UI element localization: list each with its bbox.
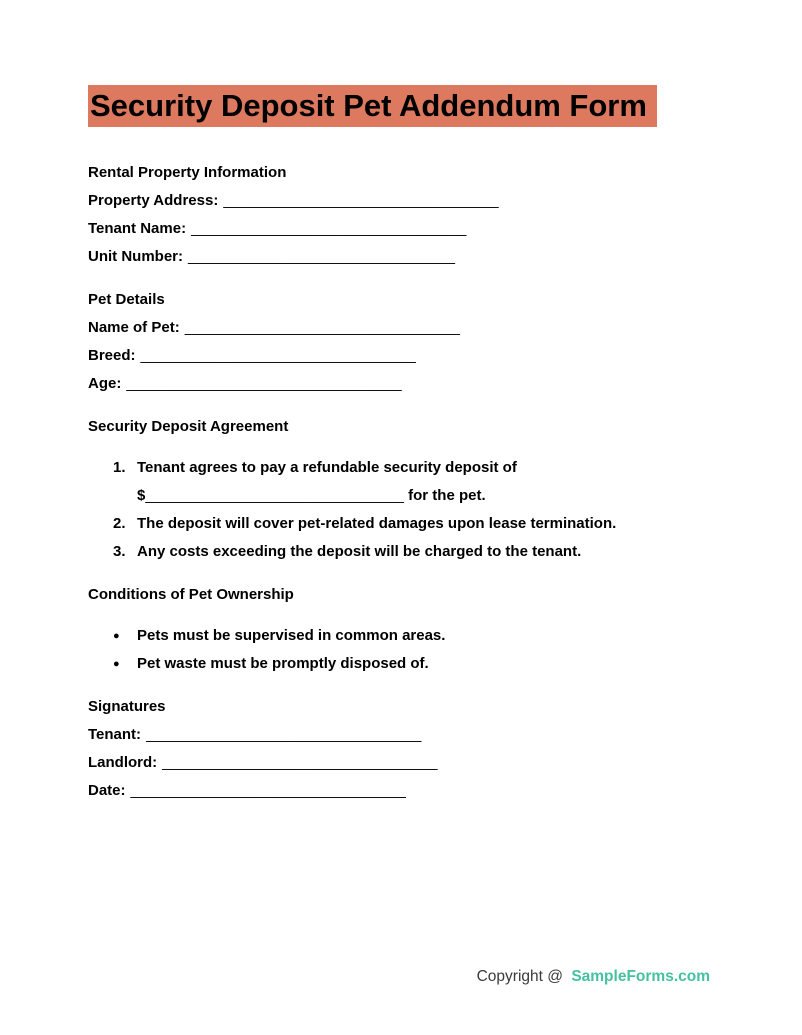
footer (477, 966, 710, 988)
brand-link[interactable]: SampleForms.com (571, 968, 710, 985)
field-label: Name of Pet: (88, 319, 180, 336)
section-heading-pet-conditions: Conditions of Pet Ownership (88, 586, 294, 603)
document-title: Security Deposit Pet Addendum Form (88, 85, 657, 127)
field-label: Age: (88, 375, 122, 392)
blank-line: _________________________________ (126, 375, 402, 392)
bullet-icon: ● (113, 658, 120, 670)
item-text: The deposit will cover pet-related damages upon lease termination. (137, 515, 617, 532)
field-signature-landlord (88, 749, 712, 777)
blank-line: _________________________________ (184, 319, 460, 336)
field-label: Property Address: (88, 192, 219, 209)
field-tenant-name (88, 215, 712, 243)
bullet-list (88, 622, 712, 678)
blank-line: _________________________________ (162, 754, 438, 771)
field-age (88, 370, 712, 398)
blank-line: _________________________________ (191, 220, 467, 237)
field-property-address (88, 187, 712, 215)
item-line-2-suffix: for the pet. (403, 487, 486, 504)
bullet-item (88, 622, 712, 650)
section-heading-pet-details: Pet Details (88, 291, 165, 308)
field-label: Tenant: (88, 726, 142, 743)
blank-line: _________________________________ (146, 726, 422, 743)
amount-prefix: $ (137, 487, 146, 504)
numbered-item (88, 454, 712, 510)
field-label: Landlord: (88, 754, 158, 771)
numbered-item (88, 510, 712, 538)
item-number: 2. (113, 515, 126, 532)
field-label: Breed: (88, 347, 136, 364)
field-label: Tenant Name: (88, 220, 187, 237)
numbered-item (88, 538, 712, 566)
copyright-text: Copyright @ (476, 968, 563, 985)
blank-line: _________________________________ (130, 782, 406, 799)
item-text: Any costs exceeding the deposit will be charged to the tenant. (137, 543, 582, 560)
field-breed (88, 342, 712, 370)
blank-line: ________________________________ (188, 248, 455, 265)
field-label: Date: (88, 782, 126, 799)
item-text (137, 454, 712, 510)
field-signature-date (88, 777, 712, 805)
item-number: 3. (113, 543, 126, 560)
section-heading-rental-info: Rental Property Information (88, 164, 287, 181)
field-unit-number (88, 243, 712, 271)
numbered-list (88, 454, 712, 566)
bullet-item (88, 650, 712, 678)
item-text: Pet waste must be promptly disposed of. (137, 655, 429, 672)
field-signature-tenant (88, 721, 712, 749)
item-text: Pets must be supervised in common areas. (137, 627, 446, 644)
blank-line: _______________________________ (145, 487, 404, 504)
bullet-icon: ● (113, 630, 120, 642)
blank-line: _________________________________ (223, 192, 499, 209)
title-band (88, 85, 712, 127)
item-line-1: Tenant agrees to pay a refundable security deposit of (137, 459, 517, 476)
field-pet-name (88, 314, 712, 342)
field-label: Unit Number: (88, 248, 183, 265)
section-heading-deposit-agreement: Security Deposit Agreement (88, 418, 289, 435)
blank-line: _________________________________ (140, 347, 416, 364)
item-number: 1. (113, 459, 126, 476)
section-heading-signatures: Signatures (88, 698, 166, 715)
